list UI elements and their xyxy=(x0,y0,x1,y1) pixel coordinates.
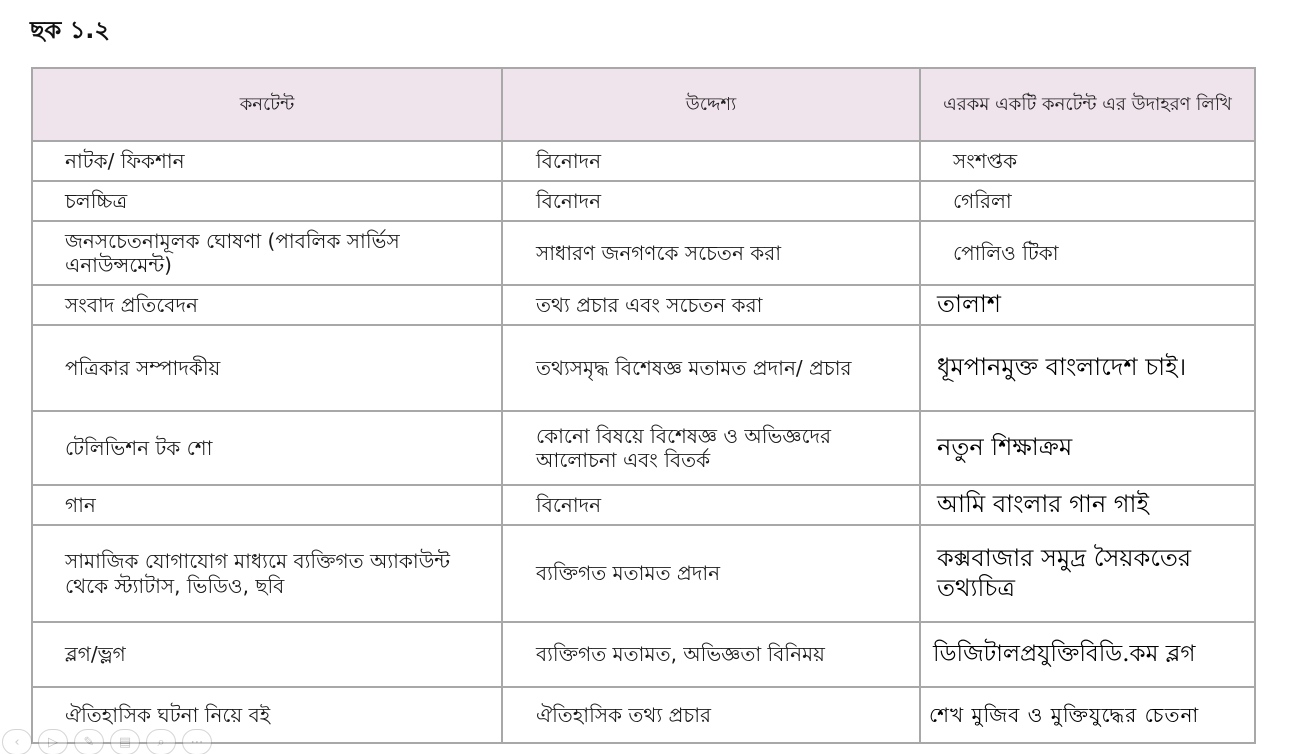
table-row xyxy=(32,141,1255,181)
table-row xyxy=(32,411,1255,485)
cell-example: আমি বাংলার গান গাই xyxy=(920,485,1255,525)
pen-icon[interactable]: ✎ xyxy=(74,729,104,754)
cell-example: গেরিলা xyxy=(920,181,1255,221)
cell-purpose: বিনোদন xyxy=(502,485,920,525)
table-row xyxy=(32,325,1255,411)
cell-content: জনসচেতনামূলক ঘোষণা (পাবলিক সার্ভিস এনাউন্সমেন্ট) xyxy=(32,221,502,285)
cell-content: চলচ্চিত্র xyxy=(32,181,502,221)
cell-purpose: বিনোদন xyxy=(502,181,920,221)
cell-example: শেখ মুজিব ও মুক্তিযুদ্ধের চেতনা xyxy=(920,687,1255,743)
more-icon[interactable]: ⋯ xyxy=(182,729,212,754)
table-row xyxy=(32,525,1255,622)
prev-icon[interactable]: ‹ xyxy=(2,729,32,754)
cell-content: গান xyxy=(32,485,502,525)
table-row xyxy=(32,485,1255,525)
header-content: কনটেন্ট xyxy=(32,68,502,141)
cell-example: পোলিও টিকা xyxy=(920,221,1255,285)
cell-purpose: কোনো বিষয়ে বিশেষজ্ঞ ও অভিজ্ঞদের আলোচনা এবং বিতর্ক xyxy=(502,411,920,485)
cell-purpose: ব্যক্তিগত মতামত প্রদান xyxy=(502,525,920,622)
table-row xyxy=(32,285,1255,325)
cell-content: সামাজিক যোগাযোগ মাধ্যমে ব্যক্তিগত অ্যাকাউন্ট থেকে স্ট্যাটাস, ভিডিও, ছবি xyxy=(32,525,502,622)
table-header-row xyxy=(32,68,1255,141)
cell-example: সংশপ্তক xyxy=(920,141,1255,181)
table-row xyxy=(32,687,1255,743)
table-row xyxy=(32,622,1255,687)
content-table xyxy=(31,67,1256,744)
cell-purpose: ঐতিহাসিক তথ্য প্রচার xyxy=(502,687,920,743)
cell-purpose: বিনোদন xyxy=(502,141,920,181)
cell-purpose: তথ্য প্রচার এবং সচেতন করা xyxy=(502,285,920,325)
page-title: ছক ১.২ xyxy=(30,16,110,44)
cell-content: নাটক/ ফিকশান xyxy=(32,141,502,181)
table-row xyxy=(32,181,1255,221)
cell-example: ডিজিটালপ্রযুক্তিবিডি.কম ব্লগ xyxy=(920,622,1255,687)
header-example: এরকম একটি কনটেন্ট এর উদাহরণ লিখি xyxy=(920,68,1255,141)
cell-content: সংবাদ প্রতিবেদন xyxy=(32,285,502,325)
cell-purpose: ব্যক্তিগত মতামত, অভিজ্ঞতা বিনিময় xyxy=(502,622,920,687)
cell-purpose: তথ্যসমৃদ্ধ বিশেষজ্ঞ মতামত প্রদান/ প্রচার xyxy=(502,325,920,411)
table-row xyxy=(32,221,1255,285)
zoom-icon[interactable]: ⌕ xyxy=(146,729,176,754)
cell-example: কক্সবাজার সমুদ্র সৈয়কতের তথ্যচিত্র xyxy=(920,525,1255,622)
cell-example: ধূমপানমুক্ত বাংলাদেশ চাই। xyxy=(920,325,1255,411)
play-icon[interactable]: ▷ xyxy=(38,729,68,754)
cell-content: ঐতিহাসিক ঘটনা নিয়ে বই xyxy=(32,687,502,743)
cell-purpose: সাধারণ জনগণকে সচেতন করা xyxy=(502,221,920,285)
cell-example: নতুন শিক্ষাক্রম xyxy=(920,411,1255,485)
slides-icon[interactable]: ▤ xyxy=(110,729,140,754)
cell-example: তালাশ xyxy=(920,285,1255,325)
cell-content: টেলিভিশন টক শো xyxy=(32,411,502,485)
slideshow-toolbar xyxy=(2,729,212,754)
cell-content: ব্লগ/ভ্লগ xyxy=(32,622,502,687)
cell-content: পত্রিকার সম্পাদকীয় xyxy=(32,325,502,411)
header-purpose: উদ্দেশ্য xyxy=(502,68,920,141)
